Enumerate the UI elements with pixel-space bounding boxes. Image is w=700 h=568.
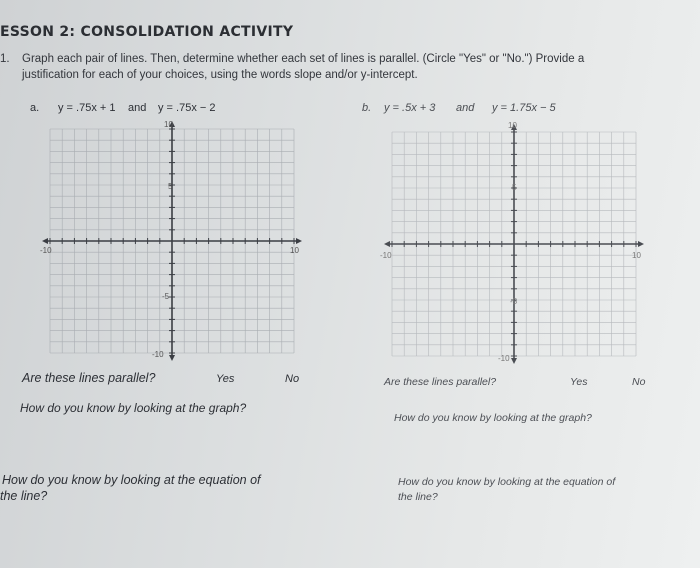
problem-b-parallel-question: Are these lines parallel? (384, 376, 497, 388)
problem-b-equation-question-line-2: the line? (398, 491, 438, 503)
instruction-line-1: Graph each pair of lines. Then, determine whether each set of lines is parallel. (Circle "Yes" or "No.") Provide a (22, 53, 585, 65)
grid-a-lines (42, 121, 302, 361)
problem-b-yes-option[interactable]: Yes (570, 376, 588, 388)
problem-a-equation-question-line-2: the line? (0, 489, 48, 503)
problem-b-letter: b. (362, 102, 372, 114)
grid-b-mid-top-label: 5 (512, 183, 517, 192)
problem-a-connector: and (128, 102, 147, 114)
problem-a-letter: a. (30, 102, 40, 114)
problem-b-connector: and (456, 102, 475, 114)
y-axis-bottom-arrow (169, 355, 175, 361)
grid-b-left-label: -10 (380, 251, 392, 260)
x-axis-left-arrow (384, 241, 390, 247)
problem-a-equation-question-line-1: How do you know by looking at the equation of (2, 473, 261, 487)
question-number: 1. (0, 53, 10, 65)
problem-a-graph-question: How do you know by looking at the graph? (20, 401, 247, 415)
grid-a-right-label: 10 (290, 246, 299, 255)
grid-b-lines (384, 124, 644, 364)
problem-b-no-option[interactable]: No (632, 376, 646, 388)
grid-a-top-label: 10 (164, 120, 173, 129)
grid-a-bottom-label: -10 (152, 350, 164, 359)
problem-a-equation-2: y = .75x − 2 (158, 102, 216, 114)
y-axis-bottom-arrow (511, 358, 517, 364)
problem-b-equation-1: y = .5x + 3 (384, 102, 436, 114)
grid-b-mid-bottom-label: -5 (510, 297, 518, 306)
worksheet-title: ESSON 2: CONSOLIDATION ACTIVITY (0, 24, 294, 40)
x-axis-right-arrow (296, 238, 302, 244)
problem-a-yes-option[interactable]: Yes (216, 373, 235, 385)
grid-b-top-label: 10 (508, 121, 517, 130)
problem-b-graph-question: How do you know by looking at the graph? (394, 412, 592, 424)
x-axis-left-arrow (42, 238, 48, 244)
problem-a-equation-1: y = .75x + 1 (58, 102, 116, 114)
problem-b-equation-question-line-1: How do you know by looking at the equation of (398, 476, 616, 488)
grid-b-bottom-label: -10 (498, 354, 510, 363)
grid-a-mid-bottom-label: -5 (162, 292, 170, 301)
problem-b-equation-2: y = 1.75x − 5 (492, 102, 556, 114)
x-axis-right-arrow (638, 241, 644, 247)
instruction-line-2: justification for each of your choices, using the words slope and/or y-intercept. (22, 69, 418, 81)
problem-a-no-option[interactable]: No (285, 373, 300, 385)
problem-a-parallel-question: Are these lines parallel? (22, 371, 156, 385)
grid-a-mid-top-label: 5 (168, 182, 173, 191)
grid-b-right-label: 10 (632, 251, 641, 260)
coordinate-grid-a[interactable] (38, 117, 308, 367)
coordinate-grid-b[interactable] (380, 120, 650, 365)
grid-a-left-label: -10 (40, 246, 52, 255)
